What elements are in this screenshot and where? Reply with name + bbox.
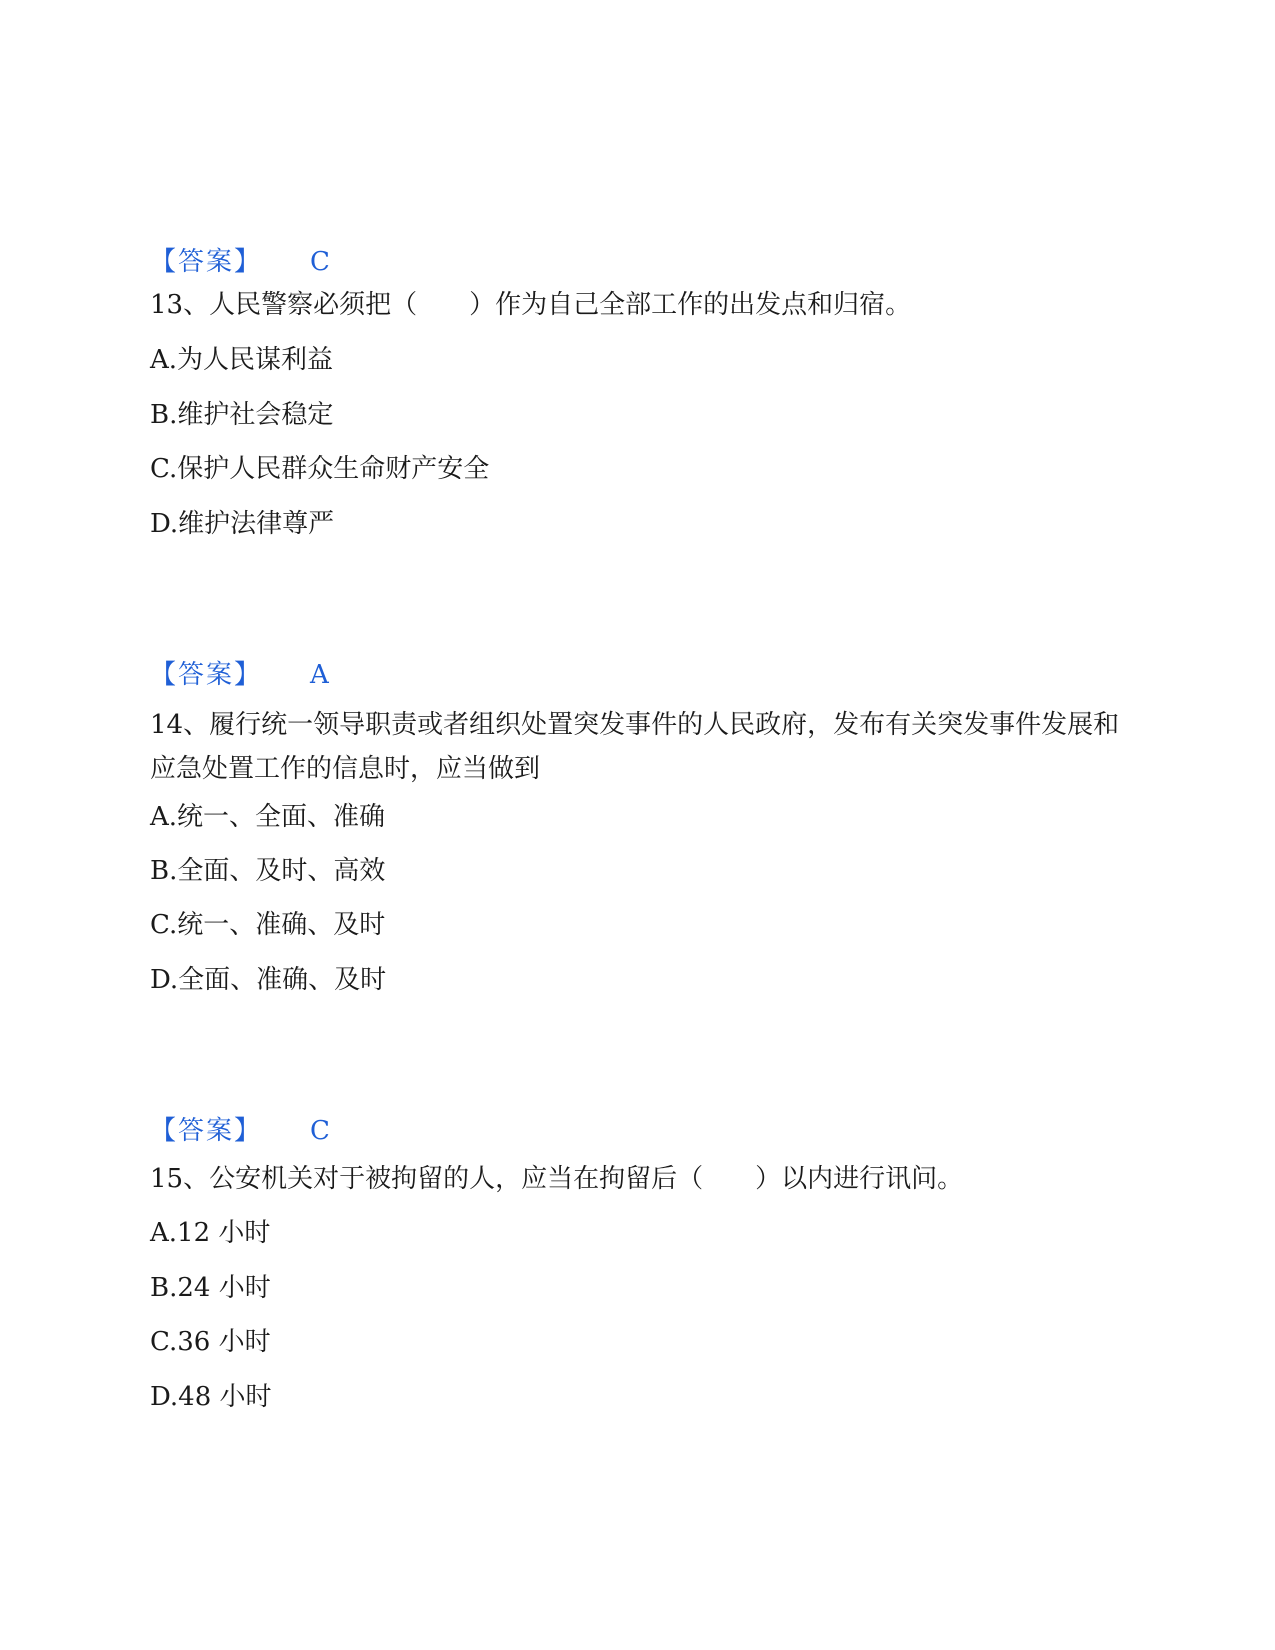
option-b: B.全面、及时、高效 bbox=[150, 856, 386, 886]
question-text: 13、人民警察必须把（ ）作为自己全部工作的出发点和归宿。 bbox=[150, 290, 912, 320]
option-b: B.24 小时 bbox=[150, 1273, 271, 1303]
option-a: A.为人民谋利益 bbox=[150, 345, 334, 375]
option-a: A.12 小时 bbox=[150, 1218, 271, 1248]
question-text: 15、公安机关对于被拘留的人，应当在拘留后（ ）以内进行讯问。 bbox=[150, 1164, 964, 1194]
answer-block bbox=[150, 1114, 330, 1148]
answer-value: C bbox=[310, 1116, 330, 1146]
answer-value: A bbox=[310, 660, 329, 690]
option-d: D.48 小时 bbox=[150, 1382, 272, 1412]
answer-label: 【答案】 bbox=[150, 660, 263, 690]
answer-block bbox=[150, 658, 329, 692]
option-d: D.维护法律尊严 bbox=[150, 509, 335, 539]
answer-value: C bbox=[310, 247, 330, 277]
option-c: C.统一、准确、及时 bbox=[150, 910, 386, 940]
option-b: B.维护社会稳定 bbox=[150, 400, 334, 430]
option-a: A.统一、全面、准确 bbox=[150, 802, 386, 832]
question-text: 14、履行统一领导职责或者组织处置突发事件的人民政府，发布有关突发事件发展和应急处置工作的信息时，应当做到 bbox=[150, 710, 1120, 784]
option-c: C.保护人民群众生命财产安全 bbox=[150, 454, 490, 484]
option-d: D.全面、准确、及时 bbox=[150, 965, 387, 995]
answer-label: 【答案】 bbox=[150, 1116, 263, 1146]
answer-block bbox=[150, 245, 330, 279]
option-c: C.36 小时 bbox=[150, 1327, 271, 1357]
answer-label: 【答案】 bbox=[150, 247, 263, 277]
